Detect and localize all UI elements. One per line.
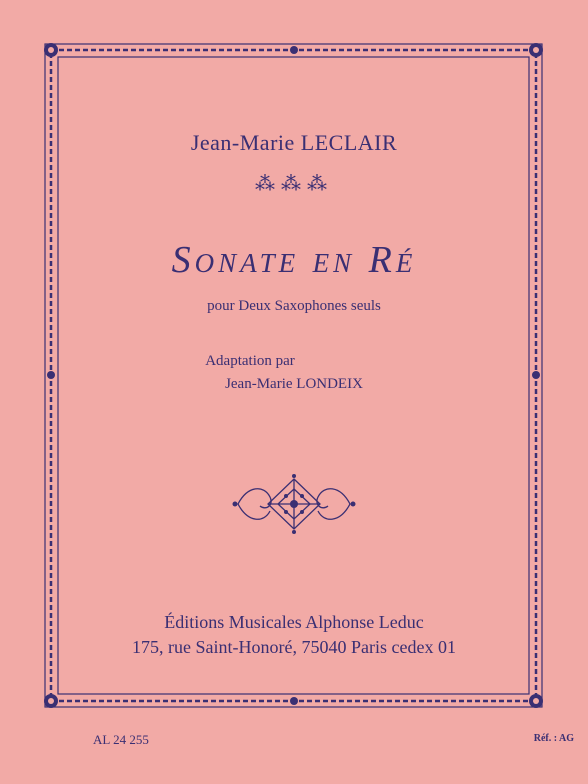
catalog-number: AL 24 255	[93, 732, 149, 747]
composer-name: Jean-Marie LECLAIR	[190, 130, 398, 155]
adaptation-label: Adaptation par	[205, 353, 295, 369]
publisher-address: 175, rue Saint-Honoré, 75040 Paris cedex 01	[132, 637, 456, 657]
adapter-name: Jean-Marie LONDEIX	[225, 376, 363, 392]
reference-code: Réf. : AG	[533, 733, 574, 744]
instrumentation: pour Deux Saxophones seuls	[207, 298, 381, 314]
ornament-icon	[230, 473, 358, 535]
stars-divider: ⁂⁂⁂	[255, 173, 333, 195]
work-title: Sonate en Ré	[171, 239, 417, 281]
publisher-name: Éditions Musicales Alphonse Leduc	[164, 612, 424, 632]
